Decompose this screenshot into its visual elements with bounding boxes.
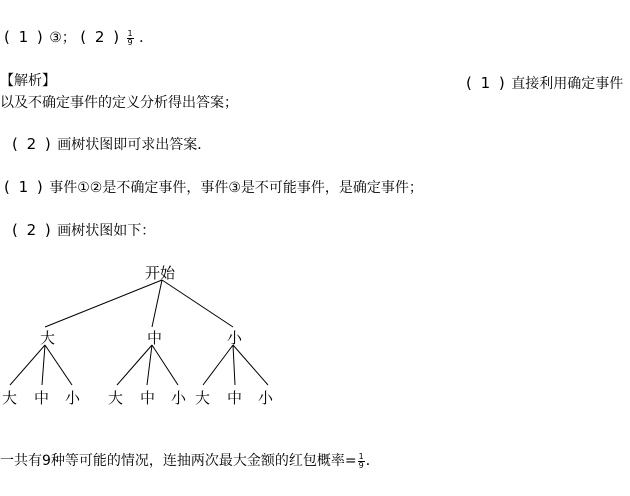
answer-part1-label: ( 1 ) xyxy=(4,28,45,46)
answer-line xyxy=(4,28,153,47)
tree-diagram xyxy=(0,255,630,415)
conclusion-fraction xyxy=(358,453,365,470)
answer-separator: ； xyxy=(61,30,76,46)
tree-level2-label: 小 xyxy=(171,389,187,407)
solution-2 xyxy=(12,221,155,240)
answer-end: ． xyxy=(139,30,154,46)
tree-level2-label: 小 xyxy=(258,389,274,407)
tree-level2-label: 中 xyxy=(140,389,156,407)
answer-frac-num: 1 xyxy=(127,28,133,38)
conclusion-line xyxy=(0,452,380,470)
conclusion-end: ． xyxy=(365,453,380,469)
tree-level2-label: 小 xyxy=(65,389,81,407)
analysis-hint2 xyxy=(12,135,211,154)
tree-edge xyxy=(152,280,162,327)
tree-level1-label: 大 xyxy=(40,329,56,347)
conclusion-text: 一共有9种等可能的情况，连抽两次最大金额的红包概率= xyxy=(0,453,357,469)
tree-level2-label: 中 xyxy=(227,389,243,407)
solution-1 xyxy=(4,178,423,197)
tree-level2-label: 大 xyxy=(108,389,124,407)
tree-edge xyxy=(45,280,162,327)
tree-root-label: 开始 xyxy=(145,264,176,282)
tree-edge xyxy=(233,345,268,385)
tree-edge xyxy=(152,345,178,385)
tree-edge xyxy=(10,345,45,385)
analysis-hint1-label: ( 1 ) xyxy=(466,74,507,92)
tree-level1-label: 中 xyxy=(147,329,163,347)
solution-2-label: ( 2 ) xyxy=(12,221,53,239)
tree-edge xyxy=(117,345,152,385)
tree-edge xyxy=(45,345,72,385)
tree-level2-label: 大 xyxy=(195,389,211,407)
tree-level2-label: 大 xyxy=(2,389,18,407)
analysis-hint1-cont: 以及不确定事件的定义分析得出答案； xyxy=(0,95,238,111)
tree-edge xyxy=(147,345,152,385)
tree-edge xyxy=(203,345,233,385)
solution-1-text: 事件①②是不确定事件，事件③是不可能事件，是确定事件； xyxy=(49,180,423,196)
tree-edge xyxy=(42,345,45,385)
analysis-heading: 【解析】 xyxy=(0,73,56,89)
answer-part2-label: ( 2 ) xyxy=(80,28,122,46)
tree-level2-label: 中 xyxy=(34,389,50,407)
analysis-hint2-text: 画树状图即可求出答案． xyxy=(57,137,212,153)
tree-edge xyxy=(233,345,235,385)
analysis-hint2-label: ( 2 ) xyxy=(12,135,53,153)
answer-frac-den: 9 xyxy=(127,37,133,47)
tree-edge xyxy=(162,280,233,327)
conclusion-frac-num: 1 xyxy=(358,451,364,461)
answer-fraction xyxy=(127,30,134,47)
conclusion-frac-den: 9 xyxy=(358,460,364,470)
tree-level1-label: 小 xyxy=(227,329,243,347)
solution-2-text: 画树状图如下： xyxy=(57,223,156,239)
answer-part1-value: ③ xyxy=(49,30,62,46)
solution-1-label: ( 1 ) xyxy=(4,178,45,196)
analysis-hint1-text: 直接利用确定事件 xyxy=(511,76,624,92)
analysis-hint1 xyxy=(466,74,623,93)
